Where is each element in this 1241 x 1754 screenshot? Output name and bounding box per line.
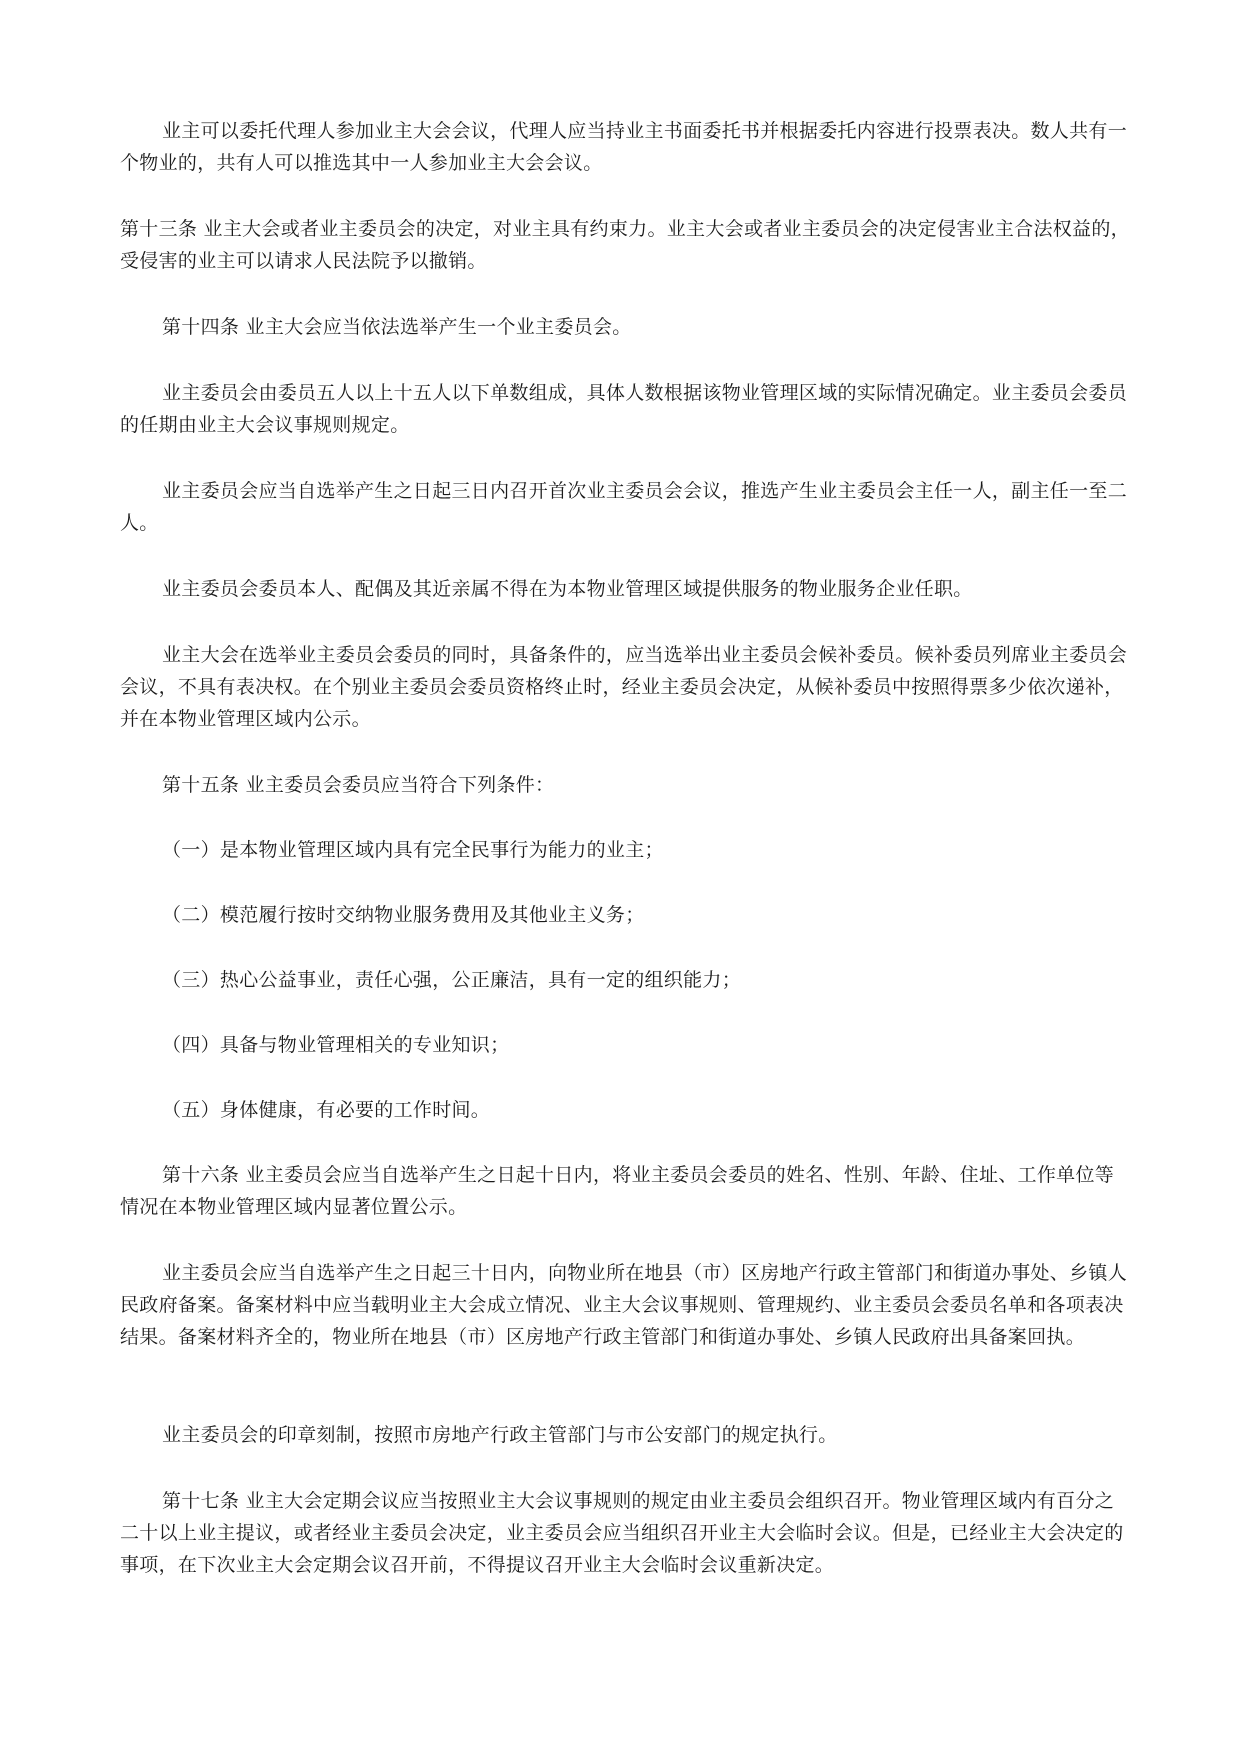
paragraph-first-meeting: 业主委员会应当自选举产生之日起三日内召开首次业主委员会会议，推选产生业主委员会主任一人，副主任一至二人。: [120, 480, 1128, 534]
article-15: 第十五条 业主委员会委员应当符合下列条件：: [162, 774, 555, 796]
article-13: 第十三条 业主大会或者业主委员会的决定，对业主具有约束力。业主大会或者业主委员会的决定侵害业主合法权益的，受侵害的业主可以请求人民法院予以撤销。: [120, 218, 1130, 272]
condition-item-3: （三）热心公益事业，责任心强，公正廉洁，具有一定的组织能力；: [162, 969, 742, 991]
article-14: 第十四条 业主大会应当依法选举产生一个业主委员会。: [162, 316, 632, 338]
condition-item-5: （五）身体健康，有必要的工作时间。: [162, 1099, 491, 1121]
paragraph-seal: 业主委员会的印章刻制，按照市房地产行政主管部门与市公安部门的规定执行。: [162, 1424, 838, 1446]
paragraph-alternate-members: 业主大会在选举业主委员会委员的同时，具备条件的，应当选举出业主委员会候补委员。候补委员列席业主委员会会议，不具有表决权。在个别业主委员会委员资格终止时，经业主委员会决定，从候补委员中按照得票多少依次递补，并在本物业管理区域内公示。: [120, 644, 1128, 730]
paragraph-filing: 业主委员会应当自选举产生之日起三十日内，向物业所在地县（市）区房地产行政主管部门和街道办事处、乡镇人民政府备案。备案材料中应当载明业主大会成立情况、业主大会议事规则、管理规约、业主委员会委员名单和各项表决结果。备案材料齐全的，物业所在地县（市）区房地产行政主管部门和街道办事处、乡镇人民政府出具备案回执。: [120, 1262, 1128, 1348]
condition-item-2: （二）模范履行按时交纳物业服务费用及其他业主义务；: [162, 904, 645, 926]
article-17: 第十七条 业主大会定期会议应当按照业主大会议事规则的规定由业主委员会组织召开。物业管理区域内有百分之二十以上业主提议，或者经业主委员会决定，业主委员会应当组织召开业主大会临时会议。但是，已经业主大会决定的事项，在下次业主大会定期会议召开前，不得提议召开业主大会临时会议重新决定。: [120, 1490, 1124, 1576]
condition-item-4: （四）具备与物业管理相关的专业知识；: [162, 1034, 510, 1056]
condition-item-1: （一）是本物业管理区域内具有完全民事行为能力的业主；: [162, 839, 664, 861]
paragraph-committee-size: 业主委员会由委员五人以上十五人以下单数组成，具体人数根据该物业管理区域的实际情况确定。业主委员会委员的任期由业主大会议事规则规定。: [120, 382, 1128, 436]
paragraph-no-employment: 业主委员会委员本人、配偶及其近亲属不得在为本物业管理区域提供服务的物业服务企业任职。: [162, 578, 973, 600]
paragraph-proxy-voting: 业主可以委托代理人参加业主大会会议，代理人应当持业主书面委托书并根据委托内容进行投票表决。数人共有一个物业的，共有人可以推选其中一人参加业主大会会议。: [120, 120, 1128, 174]
article-16: 第十六条 业主委员会应当自选举产生之日起十日内，将业主委员会委员的姓名、性别、年龄、住址、工作单位等情况在本物业管理区域内显著位置公示。: [120, 1164, 1115, 1218]
